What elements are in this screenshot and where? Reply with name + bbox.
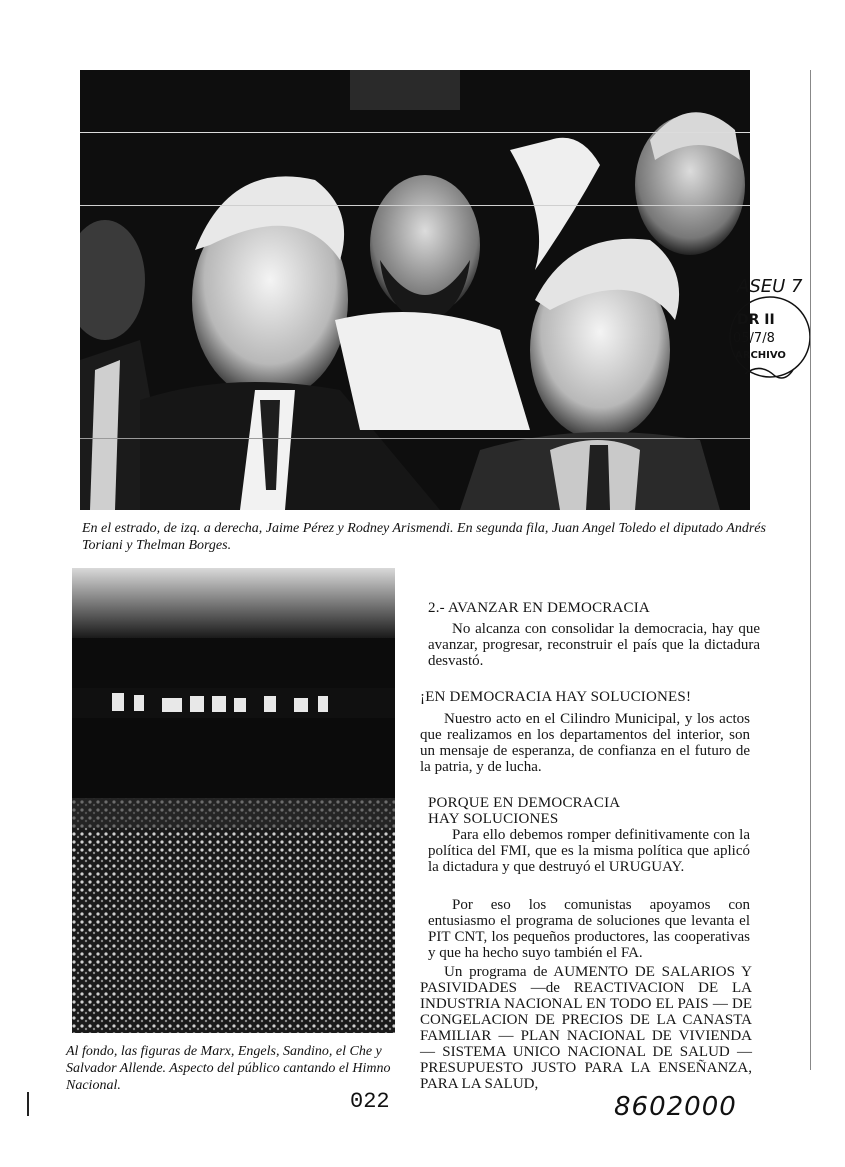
section-heading-porque-line2: HAY SOLUCIONES [428, 811, 559, 827]
scan-edge-line [810, 70, 811, 1070]
stamp-line1: ASEU 7 [737, 276, 803, 297]
paragraph-fmi: Para ello debemos romper definitivamente con la política del FMI, que es la misma política que aplicó la dictadura y que destruyó el URUGUAY. [428, 827, 750, 875]
archive-stamp-graphic [715, 262, 815, 392]
paragraph-soluciones: Nuestro acto en el Cilindro Municipal, y los actos que realizamos en los departamentos del interior, son un mensaje de esperanza, de confianza en el futuro de la patria, y de lucha. [420, 711, 750, 775]
stamp-line3: 05/7/8 [733, 331, 775, 346]
section-heading-soluciones: ¡EN DEMOCRACIA HAY SOLUCIONES! [420, 689, 692, 705]
crowd-photo-caption: Al fondo, las figuras de Marx, Engels, Sandino, el Che y Salvador Allende. Aspecto del público cantando el Himno Nacional. [66, 1044, 391, 1093]
paragraph-programa: Un programa de AUMENTO DE SALARIOS Y PASIVIDADES —de REACTIVACION DE LA INDUSTRIA NACIONAL EN TODO EL PAIS — DE CONGELACION DE PRECIOS DE LA CANASTA FAMILIAR — PLAN NACIONAL DE VIVIENDA — SISTEMA UNICO NACIONAL DE SALUD — PRESUPUESTO JUSTO PARA LA ENSEÑANZA, PARA LA SALUD, [420, 964, 752, 1092]
scan-edge-mark [27, 1092, 29, 1116]
top-photo-caption: En el estrado, de izq. a derecha, Jaime Pérez y Rodney Arismendi. En segunda fila, Juan Angel Toledo el diputado Andrés Toriani y Thelman Borges. [82, 521, 766, 553]
paragraph-comunistas: Por eso los comunistas apoyamos con entusiasmo el programa de soluciones que levanta el PIT CNT, los pequeños productores, las cooperativas y que ha hecho suyo también el FA. [428, 897, 750, 961]
photo-stage-speakers-image [80, 70, 750, 510]
section-heading-porque-line1: PORQUE EN DEMOCRACIA [428, 795, 621, 811]
stamp-line2: DR II [737, 312, 775, 328]
page-number: 022 [350, 1089, 390, 1114]
stamp-line4: ARCHIVO [735, 350, 786, 361]
section-heading-porque [428, 795, 728, 827]
photo-stage-speakers [80, 70, 750, 510]
archive-stamp [715, 262, 815, 392]
paragraph-avanzar: No alcanza con consolidar la democracia, hay que avanzar, progresar, reconstruir el país que la dictadura desvastó. [428, 621, 760, 669]
photo-crowd-image [72, 568, 395, 1033]
section-heading-avanzar: 2.- AVANZAR EN DEMOCRACIA [428, 600, 650, 616]
photo-crowd-cylinder [72, 568, 395, 1033]
document-stamp-number: 8602000 [614, 1092, 737, 1122]
